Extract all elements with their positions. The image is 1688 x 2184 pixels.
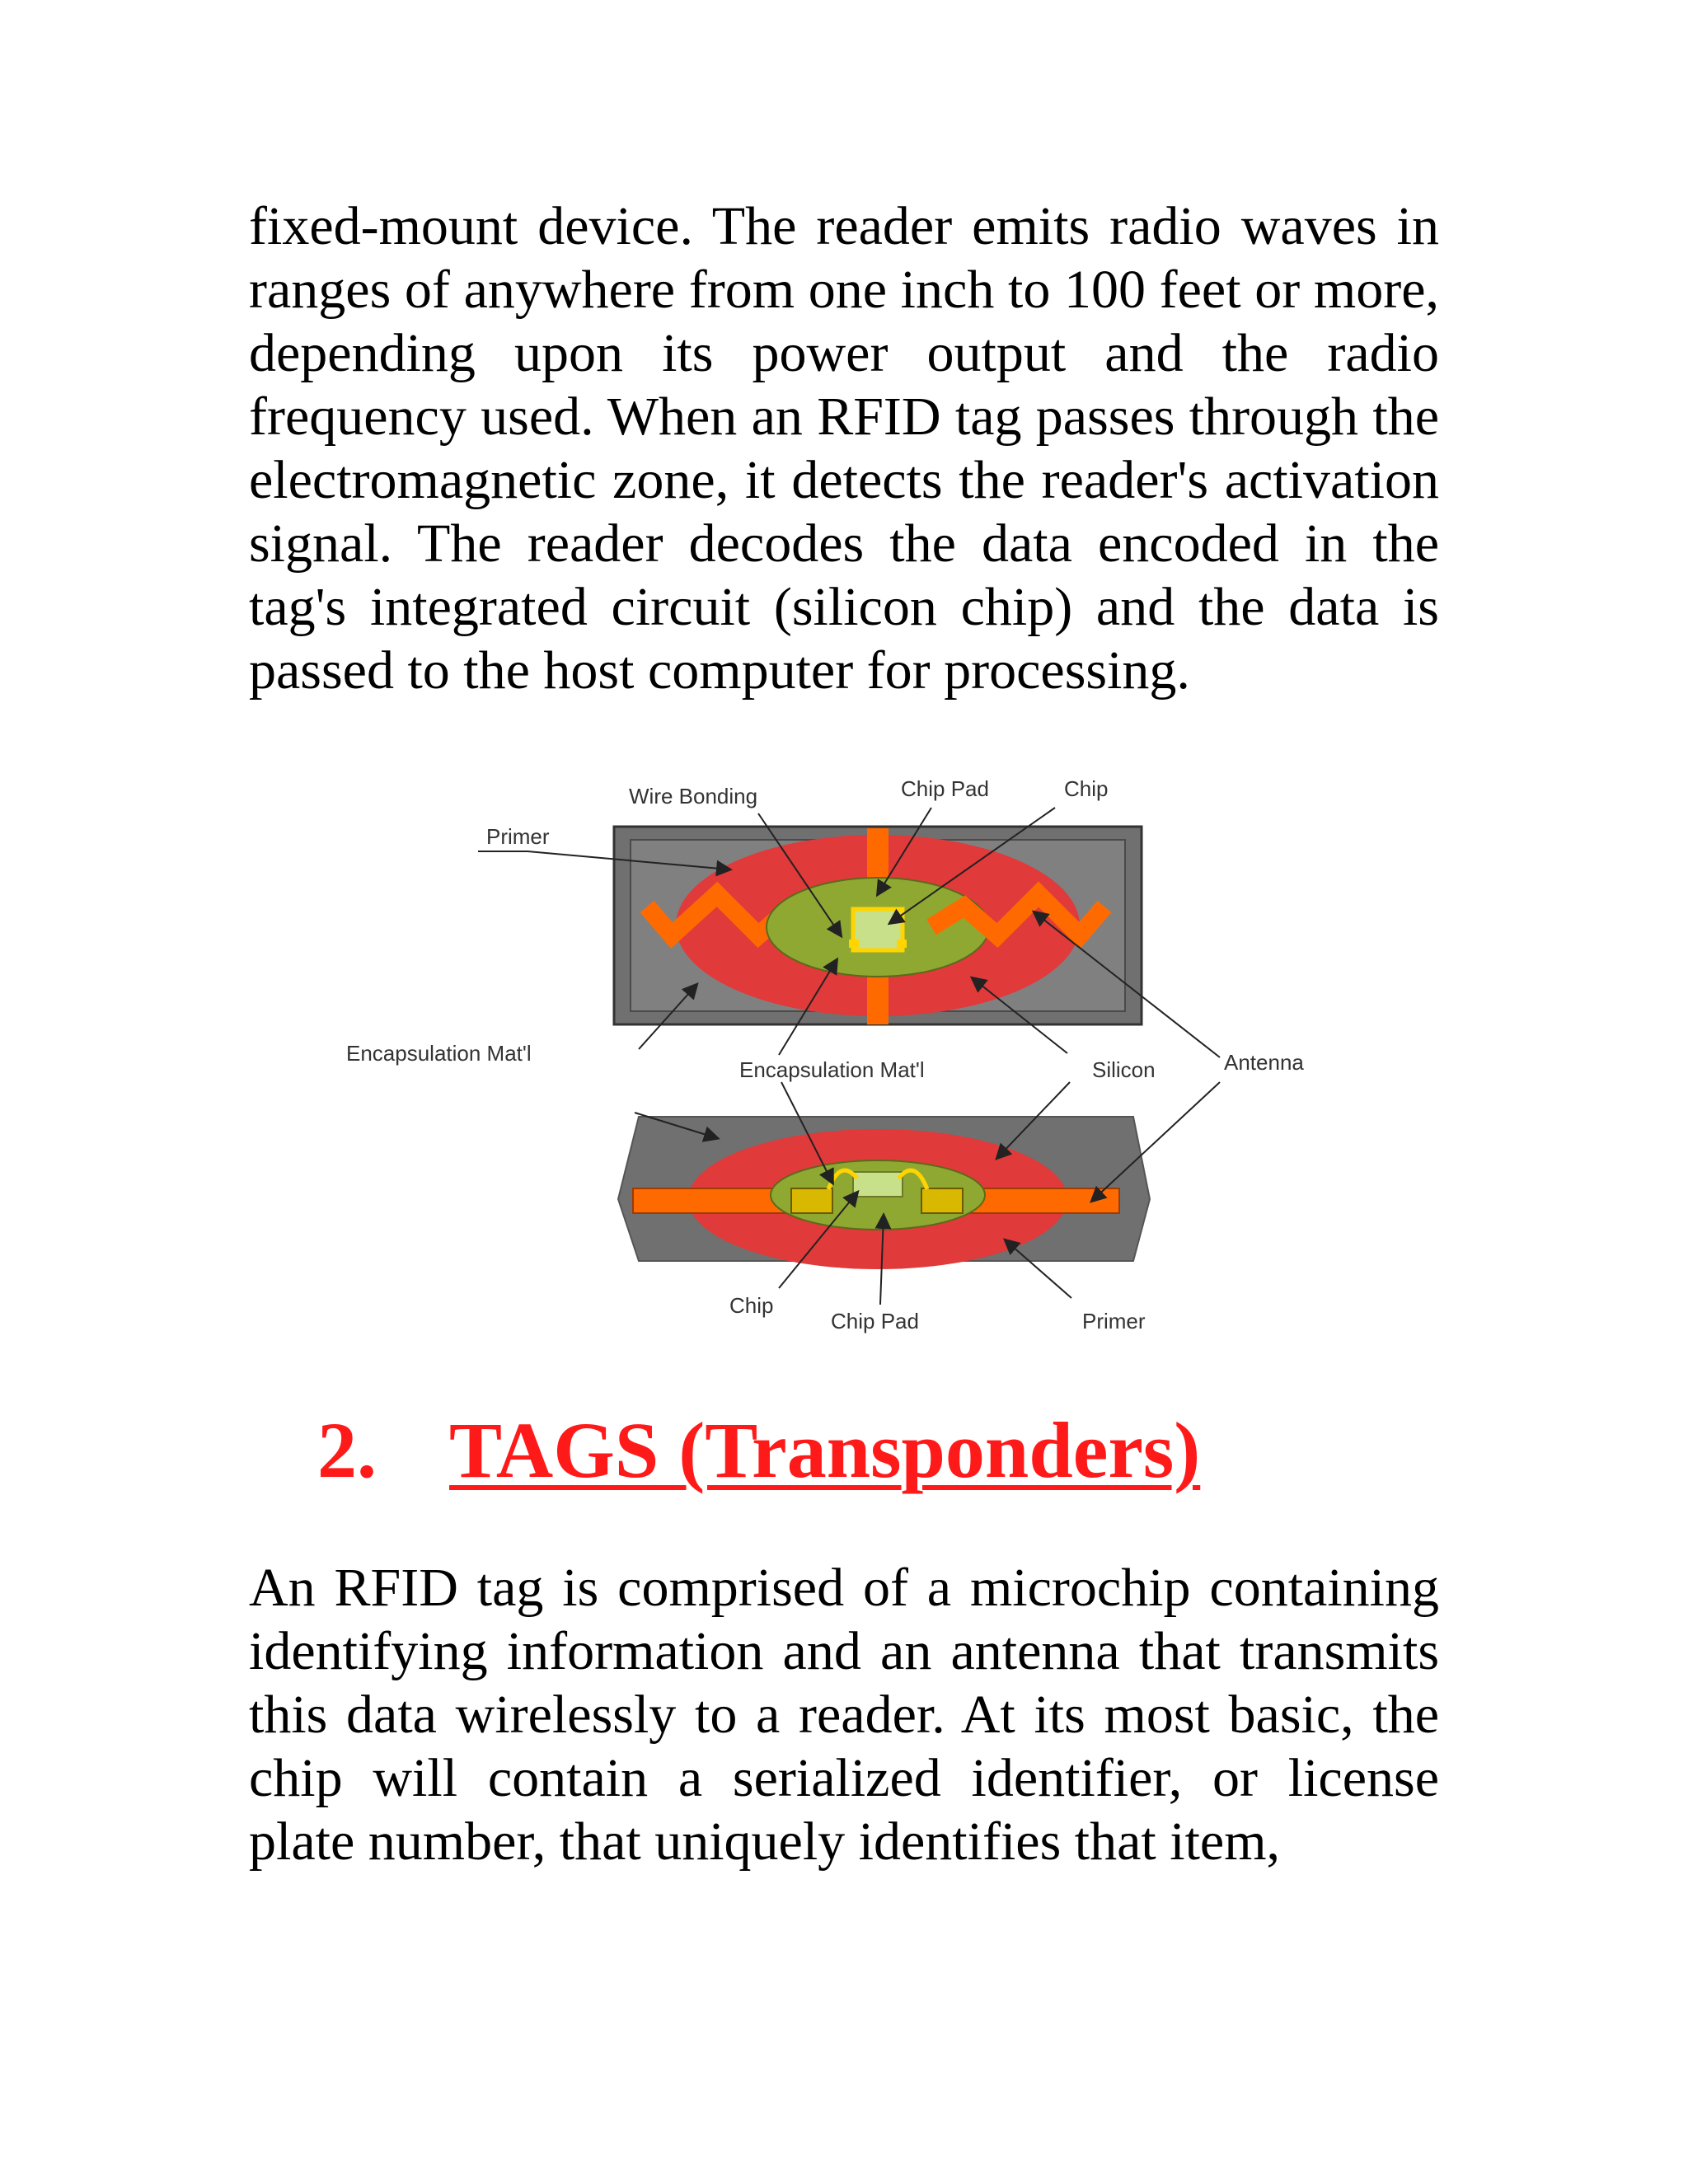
label-chip-pad-top: Chip Pad [901, 776, 989, 801]
label-silicon: Silicon [1092, 1057, 1156, 1082]
body-paragraph-tags: An RFID tag is comprised of a microchip containing identifying information and an antenna that transmits this data wirelessly to a reader. At its most basic, the chip will contain a serialized identifier, or license plate number, that uniquely identifies that item, [249, 1558, 1439, 1872]
label-encapsulation-left: Encapsulation Mat'l [346, 1041, 532, 1066]
body-paragraph-reader: fixed-mount device. The reader emits radio waves in ranges of anywhere from one inch to 100 feet or more, depending upon its power output and the radio frequency used. When an RFID tag passes through the electromagnetic zone, it detects the reader's activation signal. The reader decodes the data encoded in the tag's integrated circuit (silicon chip) and the data is passed to the host computer for processing. [249, 196, 1439, 701]
label-primer-bottom: Primer [1082, 1309, 1146, 1333]
top-view-tag [614, 827, 1142, 1024]
top-chip [853, 909, 903, 950]
section-heading [317, 1405, 1200, 1496]
label-wire-bonding: Wire Bonding [629, 784, 758, 808]
label-chip-top: Chip [1064, 776, 1109, 801]
label-primer-top: Primer [486, 824, 550, 849]
bottom-view-tag [618, 1117, 1150, 1269]
label-encapsulation-mid: Encapsulation Mat'l [739, 1057, 925, 1082]
label-chip-bottom: Chip [729, 1293, 774, 1318]
section-number: 2. [317, 1406, 377, 1494]
bottom-chip [853, 1172, 903, 1197]
label-antenna: Antenna [1224, 1050, 1304, 1075]
rfid-tag-diagram [330, 771, 1368, 1347]
label-chip-pad-bottom: Chip Pad [831, 1309, 919, 1333]
section-title: TAGS (Transponders) [449, 1406, 1201, 1494]
